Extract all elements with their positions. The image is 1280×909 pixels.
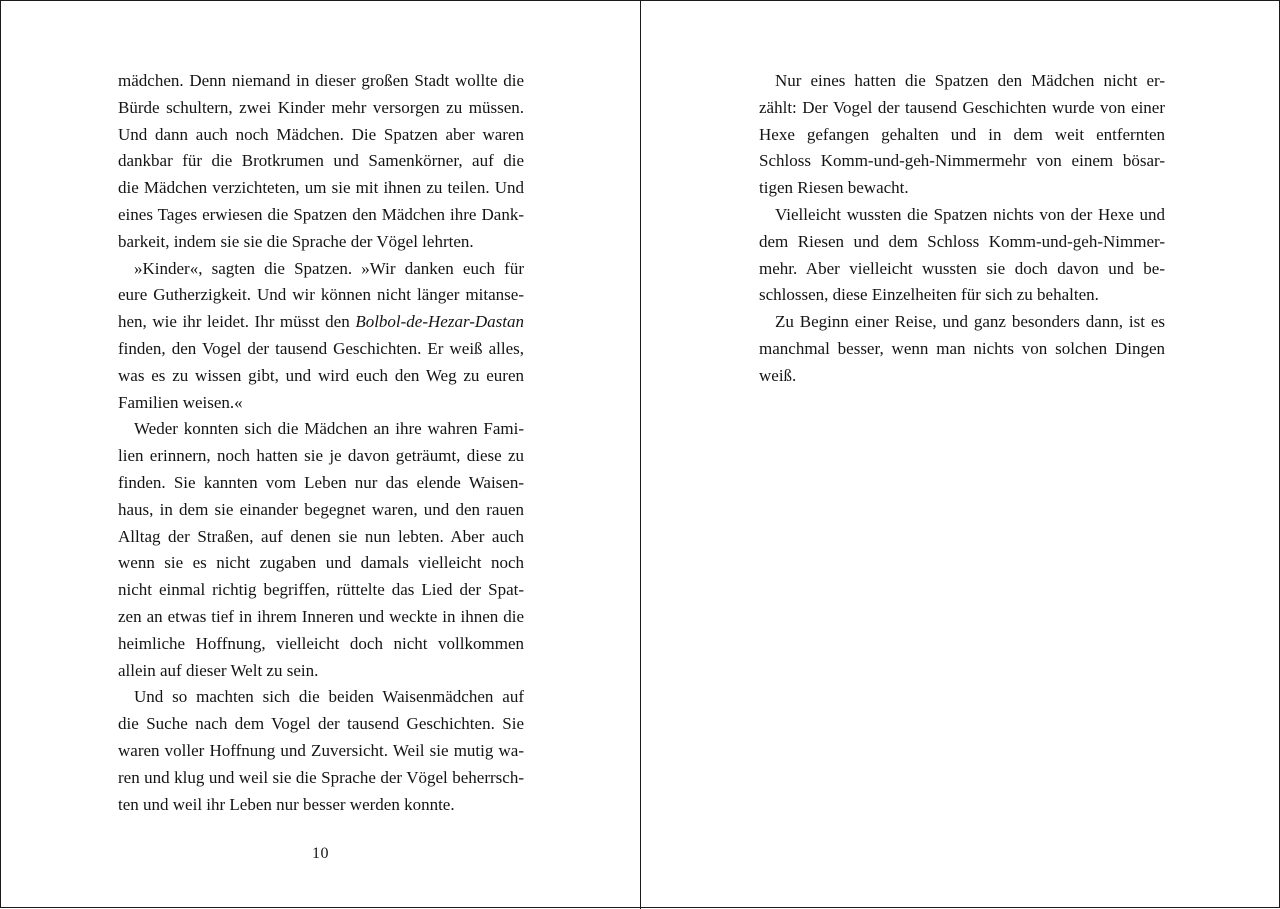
right-page-text	[759, 68, 1165, 390]
text-line: ren und klug und weil sie die Sprache der Vögel beherrsch-	[118, 767, 524, 787]
text-line: manchmal besser, wenn man nichts von solchen Dingen	[759, 338, 1165, 358]
text-line: was es zu wissen gibt, und wird euch den Weg zu euren	[118, 365, 524, 385]
text-line: lien erinnern, noch hatten sie je davon geträumt, diese zu	[118, 446, 524, 466]
text-line: ten und weil ihr Leben nur besser werden konnte.	[118, 794, 455, 814]
text-line: weiß.	[759, 365, 797, 385]
text-line: die Mädchen verzichteten, um sie mit ihnen zu teilen. Und	[118, 178, 524, 198]
text-line: allein auf dieser Welt zu sein.	[118, 660, 319, 680]
text-line: eines Tages erwiesen die Spatzen den Mädchen ihre Dank-	[118, 204, 524, 224]
text-line: Vielleicht wussten die Spatzen nichts von der Hexe und	[775, 204, 1165, 224]
text-line: die Suche nach dem Vogel der tausend Geschichten. Sie	[118, 714, 524, 734]
text-line: eure Gutherzigkeit. Und wir können nicht länger mitanse-	[118, 285, 524, 305]
text-line: Und so machten sich die beiden Waisenmädchen auf	[134, 687, 524, 707]
left-page	[1, 1, 640, 909]
text-line: dem Riesen und dem Schloss Komm-und-geh-Nimmer-	[759, 231, 1165, 251]
text-line: zen an etwas tief in ihrem Inneren und weckte in ihnen die	[118, 606, 524, 626]
text-line: Bürde schultern, zwei Kinder mehr versorgen zu müssen.	[118, 97, 524, 117]
text-line: mehr. Aber vielleicht wussten sie doch davon und be-	[759, 258, 1165, 278]
text-line: haus, in dem sie einander begegnet waren, und den rauen	[118, 499, 524, 519]
text-line: Hexe gefangen gehalten und in dem weit entfernten	[759, 124, 1165, 144]
text-line: wenn sie es nicht zugaben und damals vielleicht noch	[118, 553, 524, 573]
text-line: Schloss Komm-und-geh-Nimmermehr von einem bösar-	[759, 151, 1165, 171]
text-line: mädchen. Denn niemand in dieser großen Stadt wollte die	[118, 71, 524, 90]
text-line: finden, den Vogel der tausend Geschichten. Er weiß alles,	[118, 338, 524, 358]
text-line-with-name	[118, 309, 524, 336]
text-line: Und dann auch noch Mädchen. Die Spatzen aber waren	[118, 124, 524, 144]
page-number: 10	[312, 845, 329, 862]
text-line: »Kinder«, sagten die Spatzen. »Wir danken euch für	[134, 258, 524, 278]
text-line: dankbar für die Brotkrumen und Samenkörner, auf die	[118, 151, 524, 171]
text-line: heimliche Hoffnung, vielleicht doch nicht vollkommen	[118, 633, 524, 653]
text-line: Zu Beginn einer Reise, und ganz besonders dann, ist es	[775, 312, 1165, 332]
bird-name-italic: Bolbol-de-Hezar-Dastan	[355, 312, 525, 332]
text-line: waren voller Hoffnung und Zuversicht. Weil sie mutig wa-	[118, 740, 524, 760]
text-line: nicht einmal richtig begriffen, rüttelte das Lied der Spat-	[118, 580, 524, 600]
text-line: finden. Sie kannten vom Leben nur das elende Waisen-	[118, 472, 524, 492]
text-line: Nur eines hatten die Spatzen den Mädchen nicht er-	[775, 71, 1165, 90]
text-line: barkeit, indem sie sie die Sprache der Vögel lehrten.	[118, 231, 474, 251]
left-page-text	[118, 68, 524, 818]
text-line: schlossen, diese Einzelheiten für sich zu behalten.	[759, 285, 1099, 305]
right-page	[641, 1, 1280, 909]
text-fragment: hen, wie ihr leidet. Ihr müsst den	[118, 312, 350, 332]
text-line: Weder konnten sich die Mädchen an ihre wahren Fami-	[134, 419, 524, 439]
text-line: Familien weisen.«	[118, 392, 243, 412]
text-line: zählt: Der Vogel der tausend Geschichten wurde von einer	[759, 97, 1165, 117]
text-line: Alltag der Straßen, auf denen sie nun lebten. Aber auch	[118, 526, 524, 546]
text-line: tigen Riesen bewacht.	[759, 178, 909, 198]
